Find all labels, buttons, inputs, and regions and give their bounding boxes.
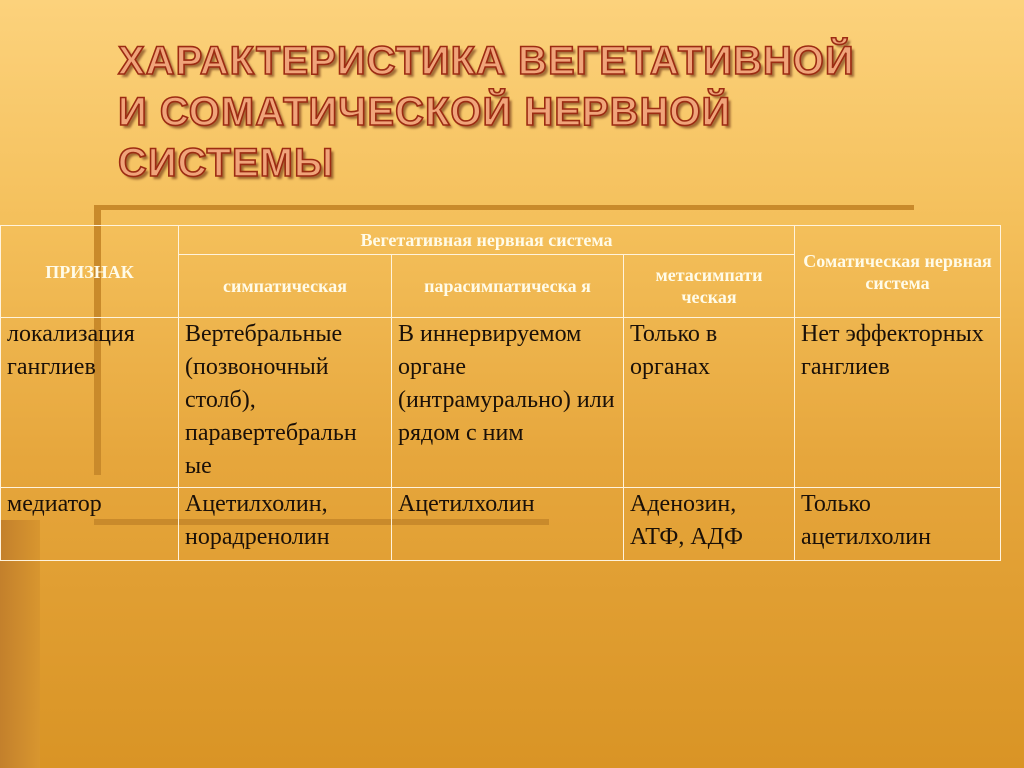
decor-horizontal-bar-top	[94, 205, 914, 210]
title-line-2: И СОМАТИЧЕСКОЙ НЕРВНОЙ	[118, 90, 732, 134]
header-autonomic: Вегетативная нервная система	[179, 226, 795, 255]
comparison-table	[0, 225, 1001, 561]
title-line-1: ХАРАКТЕРИСТИКА ВЕГЕТАТИВНОЙ	[118, 39, 855, 83]
cell-metasympathetic: Аденозин, АТФ, АДФ	[624, 488, 795, 561]
cell-sympathetic: Ацетилхолин, норадренолин	[179, 488, 392, 561]
header-parasympathetic: парасимпатическа я	[392, 255, 624, 318]
header-metasympathetic: метасимпати ческая	[624, 255, 795, 318]
cell-feature: локализация ганглиев	[1, 318, 179, 488]
table-header-row-1	[1, 226, 1001, 255]
cell-feature: медиатор	[1, 488, 179, 561]
slide-title	[118, 36, 978, 189]
header-feature: ПРИЗНАК	[1, 226, 179, 318]
table-row	[1, 318, 1001, 488]
cell-somatic: Только ацетилхолин	[795, 488, 1001, 561]
cell-somatic: Нет эффекторных ганглиев	[795, 318, 1001, 488]
cell-parasympathetic: Ацетилхолин	[392, 488, 624, 561]
cell-metasympathetic: Только в органах	[624, 318, 795, 488]
title-line-3: СИСТЕМЫ	[118, 141, 335, 185]
header-sympathetic: симпатическая	[179, 255, 392, 318]
cell-parasympathetic: В иннервируемом органе (интрамурально) или рядом с ним	[392, 318, 624, 488]
cell-sympathetic: Вертебральные (позвоночный столб), паравертебральн ые	[179, 318, 392, 488]
table-row	[1, 488, 1001, 561]
header-somatic: Соматическая нервная система	[795, 226, 1001, 318]
